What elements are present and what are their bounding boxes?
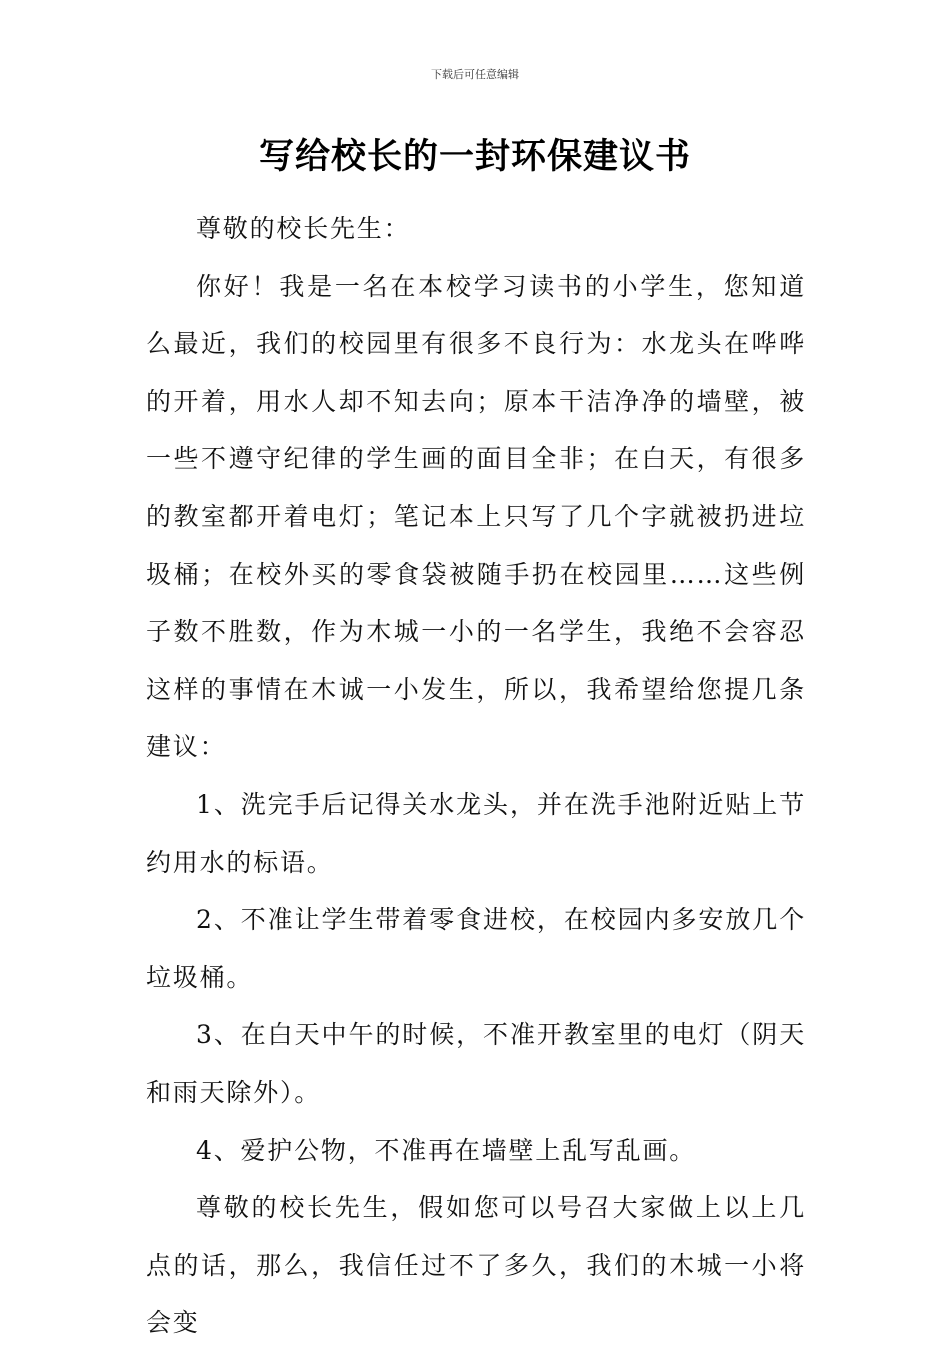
document-body (146, 200, 806, 1352)
salutation: 尊敬的校长先生： (196, 214, 411, 243)
suggestion-1: 1、洗完手后记得关水龙头，并在洗手池附近贴上节约用水的标语。 (146, 789, 806, 877)
header-note: 下载后可任意编辑 (431, 68, 519, 81)
document-title: 写给校长的一封环保建议书 (258, 137, 691, 177)
suggestion-4: 4、爱护公物，不准再在墙壁上乱写乱画。 (196, 1135, 697, 1165)
suggestion-3: 3、在白天中午的时候，不准开教室里的电灯（阴天和雨天除外）。 (146, 1020, 806, 1107)
paragraph-closing: 尊敬的校长先生，假如您可以号召大家做上以上几点的话，那么，我信任过不了多久，我们的木城一小将会变 (146, 1193, 806, 1338)
paragraph-intro: 你好！我是一名在本校学习读书的小学生，您知道么最近，我们的校园里有很多不良行为：水龙头在哗哗的开着，用水人却不知去向；原本干洁净净的墙壁，被一些不遵守纪律的学生画的面目全非；在白天，有很多的教室都开着电灯；笔记本上只写了几个字就被扔进垃圾桶；在校外买的零食袋被随手扔在校园里……这些例子数不胜数，作为木城一小的一名学生，我绝不会容忍这样的事情在木诚一小发生，所以，我希望给您提几条建议： (146, 271, 806, 762)
suggestion-2: 2、不准让学生带着零食进校，在校园内多安放几个垃圾桶。 (146, 905, 806, 992)
